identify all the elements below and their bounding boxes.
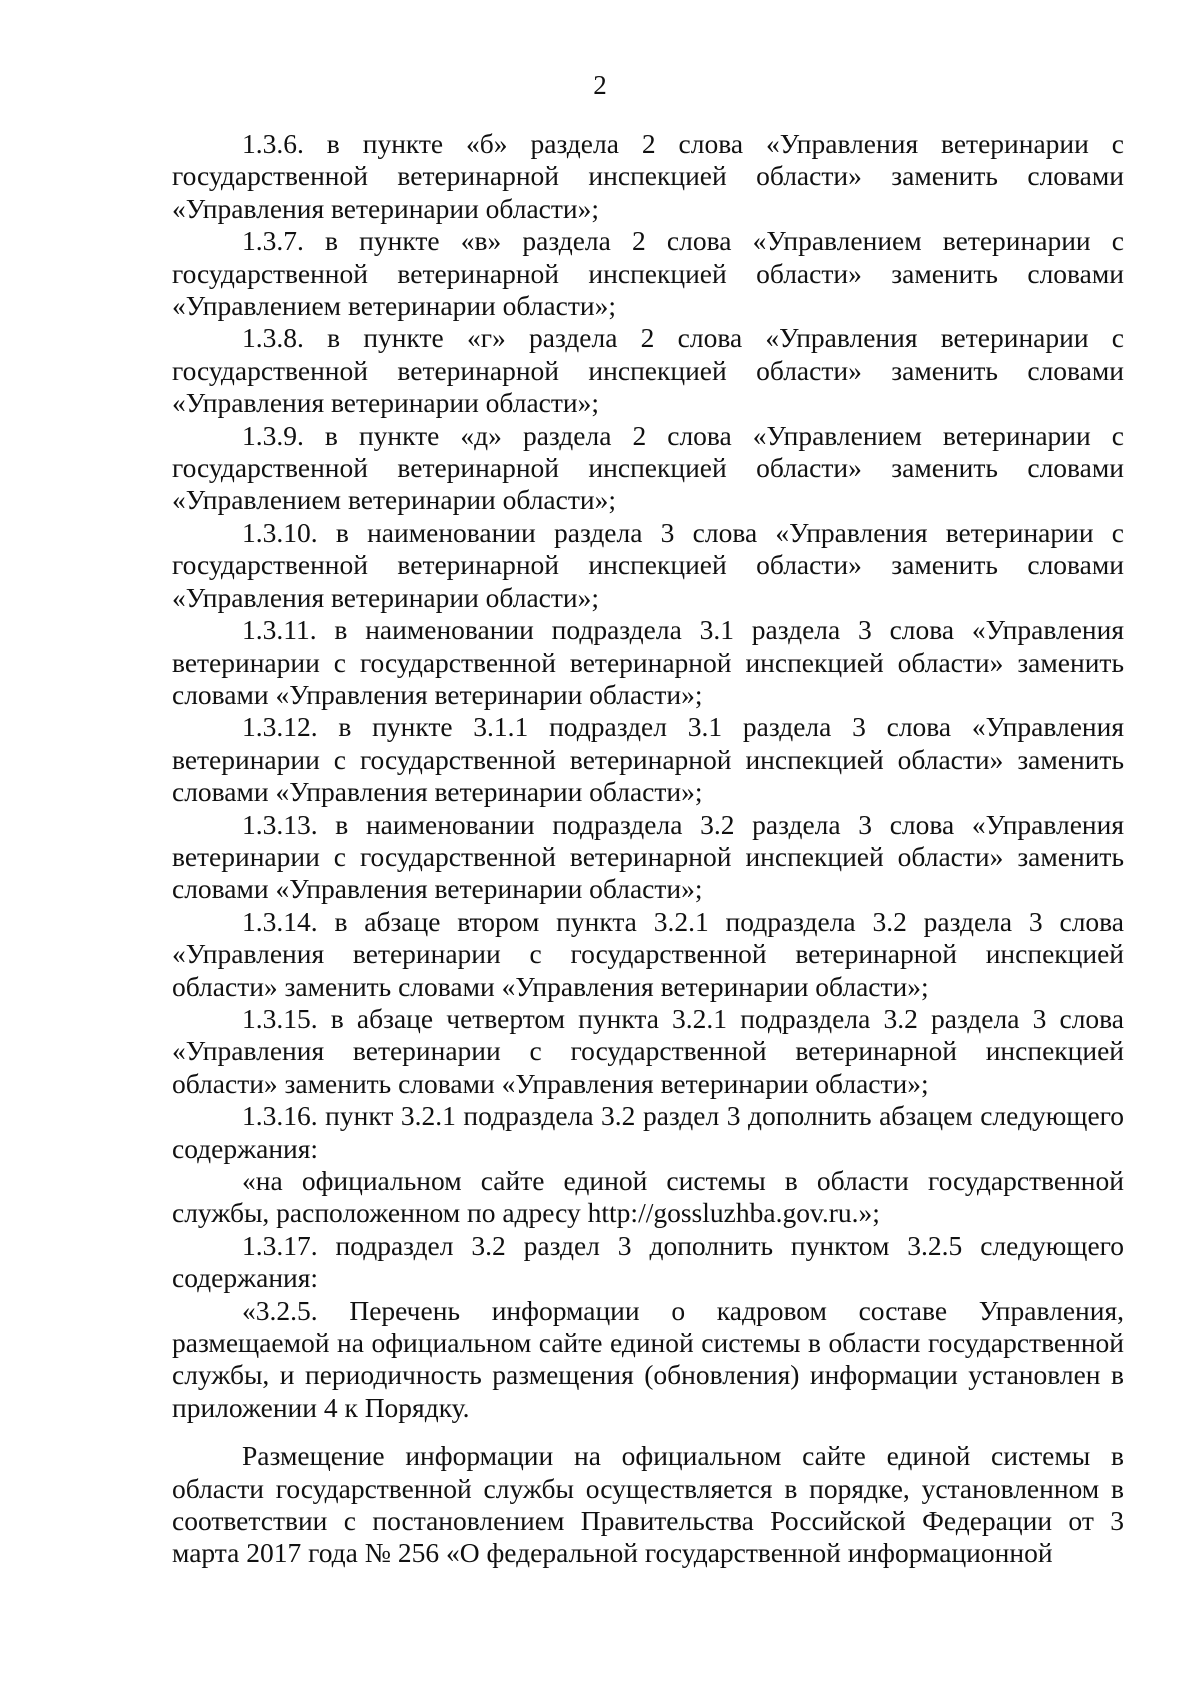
paragraph-1-3-13: 1.3.13. в наименовании подраздела 3.2 раздела 3 слова «Управления ветеринарии с государственной ветеринарной инспекцией области» заменить словами «Управления ветеринарии области»; [172, 808, 1124, 905]
paragraph-1-3-14: 1.3.14. в абзаце втором пункта 3.2.1 подраздела 3.2 раздела 3 слова «Управления ветеринарии с государственной ветеринарной инспекцией области» заменить словами «Управления ветеринарии области»; [172, 905, 1124, 1002]
paragraph-1-3-16: 1.3.16. пункт 3.2.1 подраздела 3.2 раздел 3 дополнить абзацем следующего содержания: [172, 1100, 1124, 1164]
quoted-clause-3-2-5: «3.2.5. Перечень информации о кадровом составе Управления, размещаемой на официальном сайте единой системы в области государственной службы, и периодичность размещения (обновления) информации установлен в приложении 4 к Порядку. [172, 1294, 1124, 1423]
paragraph-1-3-6: 1.3.6. в пункте «б» раздела 2 слова «Управления ветеринарии с государственной ветеринарной инспекцией области» заменить словами «Управления ветеринарии области»; [172, 128, 1124, 224]
paragraph-1-3-8: 1.3.8. в пункте «г» раздела 2 слова «Управления ветеринарии с государственной ветеринарной инспекцией области» заменить словами «Управления ветеринарии области»; [172, 322, 1124, 419]
document-body [172, 128, 1124, 1570]
paragraph-1-3-12: 1.3.12. в пункте 3.1.1 подраздел 3.1 раздела 3 слова «Управления ветеринарии с государственной ветеринарной инспекцией области» заменить словами «Управления ветеринарии области»; [172, 711, 1124, 808]
paragraph-1-3-15: 1.3.15. в абзаце четвертом пункта 3.2.1 подраздела 3.2 раздела 3 слова «Управления ветеринарии с государственной ветеринарной инспекцией области» заменить словами «Управления ветеринарии области»; [172, 1002, 1124, 1099]
paragraph-1-3-17: 1.3.17. подраздел 3.2 раздел 3 дополнить пунктом 3.2.5 следующего содержания: [172, 1229, 1124, 1294]
paragraph-1-3-10: 1.3.10. в наименовании раздела 3 слова «Управления ветеринарии с государственной ветеринарной инспекцией области» заменить словами «Управления ветеринарии области»; [172, 516, 1124, 613]
quoted-addition-website: «на официальном сайте единой системы в области государственной службы, расположенном по адресу http://gossluzhba.gov.ru.»; [172, 1165, 1124, 1229]
page-number: 2 [593, 70, 607, 100]
paragraph-1-3-7: 1.3.7. в пункте «в» раздела 2 слова «Управлением ветеринарии с государственной ветеринарной инспекцией области» заменить словами «Управлением ветеринарии области»; [172, 225, 1124, 322]
paragraph-1-3-11: 1.3.11. в наименовании подраздела 3.1 раздела 3 слова «Управления ветеринарии с государственной ветеринарной инспекцией области» заменить словами «Управления ветеринарии области»; [172, 614, 1124, 710]
paragraph-1-3-9: 1.3.9. в пункте «д» раздела 2 слова «Управлением ветеринарии с государственной ветеринарной инспекцией области» заменить словами «Управлением ветеринарии области»; [172, 419, 1124, 516]
paragraph-placement-info: Размещение информации на официальном сайте единой системы в области государственной службы осуществляется в порядке, установленном в соответствии с постановлением Правительства Российской Федерации от 3 марта 2017 года № 256 «О федеральной государственной информационной [172, 1440, 1124, 1569]
